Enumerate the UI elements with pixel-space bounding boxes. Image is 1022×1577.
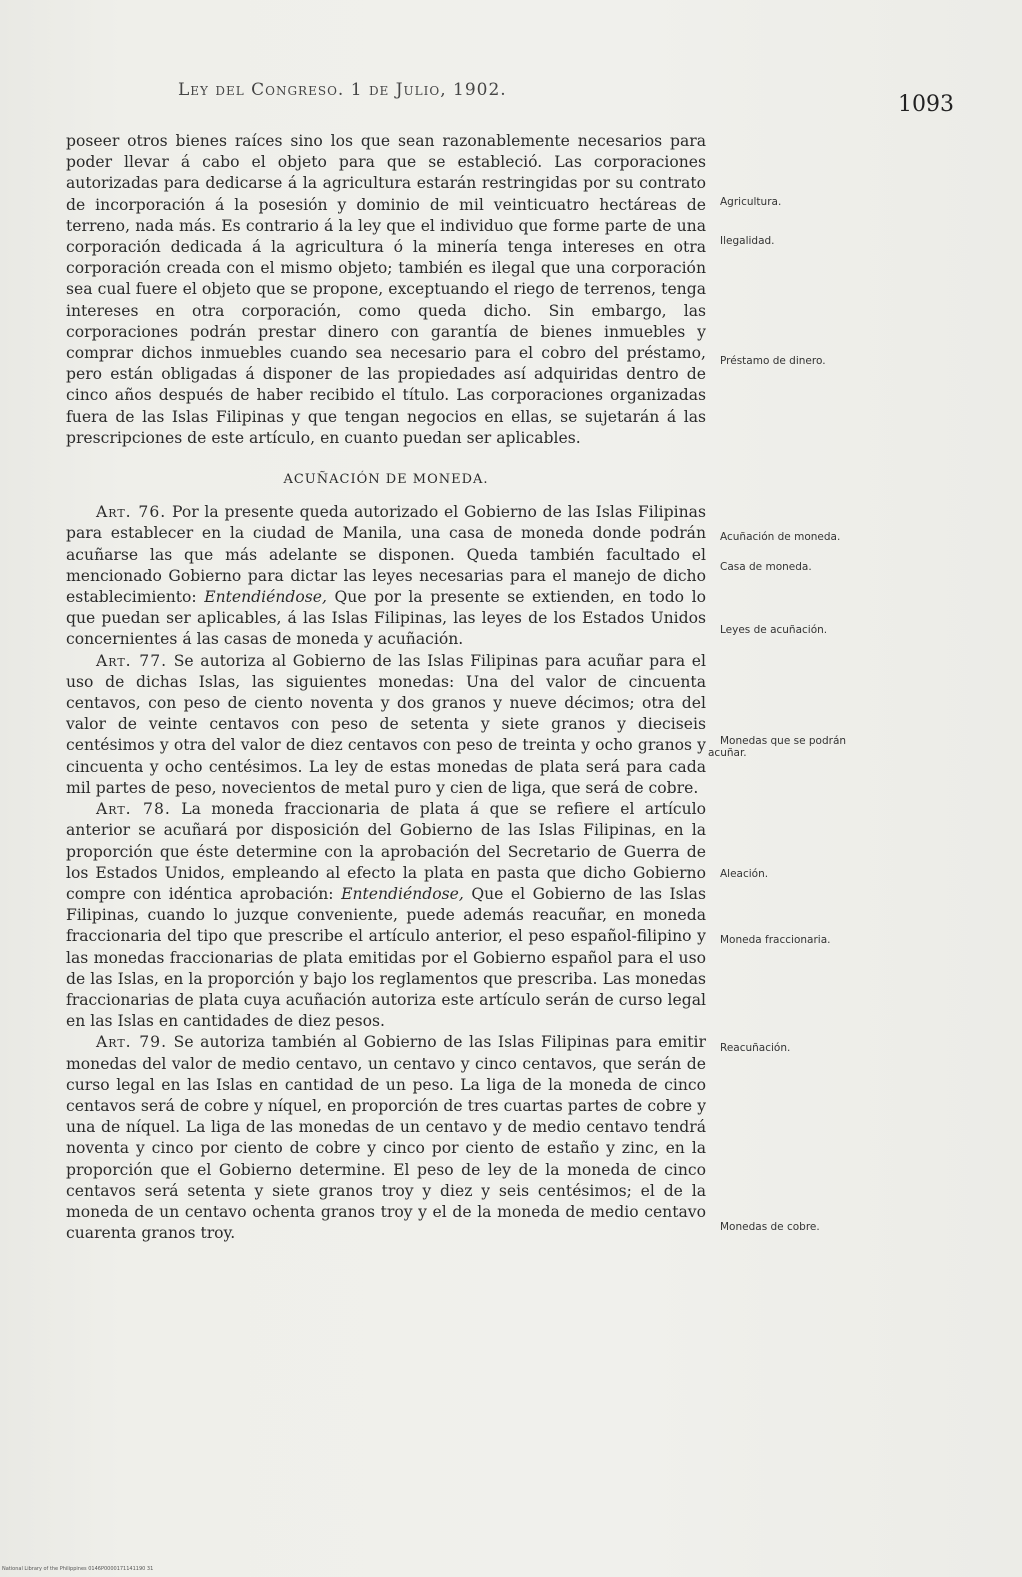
margin-note-ilegalidad: Ilegalidad. [720, 235, 775, 247]
article-78-proviso: Entendiéndose, [341, 884, 464, 903]
article-78-text-a: La moneda fraccionaria de plata á que se refiere el artículo anterior se acuñará por disposición del Gobierno de las Islas Filipinas, en la proporción que éste determine con la aprobación del Secretario de Guerra de los Estados Unidos, empleando al efecto la plata en pasta que dicho Gobierno compre con idéntica aprobación: [66, 800, 707, 903]
margin-note-prestamo: Préstamo de dinero. [720, 355, 826, 367]
margin-note-casa-moneda: Casa de moneda. [720, 561, 812, 573]
article-76 [66, 502, 706, 650]
margin-note-acunacion: Acuñación de moneda. [720, 531, 841, 543]
margin-note-monedas: Monedas que se podrán acuñar. [708, 735, 847, 759]
margin-note-reacunacion: Reacuñación. [720, 1042, 791, 1054]
margin-note-fraccionaria: Moneda fraccionaria. [720, 934, 831, 946]
article-77-label: Art. 77. [96, 651, 168, 670]
article-78-label: Art. 78. [96, 800, 171, 819]
article-77-text: Se autoriza al Gobierno de las Islas Filipinas para acuñar para el uso de dichas Islas, las siguientes monedas: Una del valor de cincuenta centavos, con peso de ciento noventa y dos granos y nueve décimos; otra del valor de veinte centavos con peso de setenta y siete granos y dieciseis centésimos y otra del valor de diez centavos con peso de treinta y ocho granos y cincuenta y ocho centésimos. La ley de estas monedas de plata será para cada mil partes de peso, novecientos de metal puro y cien de liga, que será de cobre. [66, 651, 706, 797]
margin-note-agricultura: Agricultura. [720, 196, 782, 208]
article-77 [66, 651, 706, 799]
page-number: 1093 [898, 92, 954, 117]
article-79-text: Se autoriza también al Gobierno de las Islas Filipinas para emitir monedas del valor de medio centavo, un centavo y cinco centavos, que serán de curso legal en las Islas en cantidad de un peso. La liga de la moneda de cinco centavos será de cobre y níquel, en proporción de tres cuartas partes de cobre y una de níquel. La liga de las monedas de un centavo y de medio centavo tendrá noventa y cinco por ciento de cobre y cinco por ciento de estaño y zinc, en la proporción que el Gobierno determine. El peso de ley de la moneda de cinco centavos será setenta y siete granos troy y diez y seis centésimos; el de la moneda de un centavo ochenta granos troy y el de la moneda de medio centavo cuarenta granos troy. [66, 1033, 706, 1243]
article-79-label: Art. 79. [96, 1033, 168, 1052]
section-heading: ACUÑACIÓN DE MONEDA. [283, 472, 489, 488]
margin-note-cobre: Monedas de cobre. [720, 1221, 820, 1233]
article-76-proviso: Entendiéndose, [204, 588, 327, 607]
article-76-text-a: Por la presente queda autorizado el Gobierno de las Islas Filipinas para establecer en la ciudad de Manila, una casa de moneda donde podrán acuñarse las que más adelante se disponen. Queda también facultado el mencionado Gobierno para dictar las leyes necesarias para el manejo de dicho establecimiento: [66, 503, 706, 607]
paragraph-corporations: poseer otros bienes raíces sino los que sean razonablemente necesarios para poder llevar á cabo el objeto para que se estableció. Las corporaciones autorizadas para dedicarse á la agricultura estarán restringidas por su contrato de incorporación á la posesión y dominio de mil veinticuatro hectáreas de terreno, nada más. Es contrario á la ley que el individuo que forme parte de una corporación dedicada á la agricultura ó la minería tenga intereses en otra corporación creada con el mismo objeto; también es ilegal que una corporación sea cual fuere el objeto que se propone, exceptuando el riego de terrenos, tenga intereses en otra corporación, como queda dicho. Sin embargo, las corporaciones podrán prestar dinero con garantía de bienes inmuebles y comprar dichos inmuebles cuando sea necesario para el cobro del préstamo, pero están obligadas á disponer de las propiedades así adquiridas dentro de cinco años después de haber recibido el título. Las corporaciones organizadas fuera de las Islas Filipinas y que tengan negocios en ellas, se sujetarán á las prescripciones de este artículo, en cuanto puedan ser aplicables. [66, 132, 706, 447]
article-78 [66, 799, 706, 1032]
margin-note-leyes: Leyes de acuñación. [720, 624, 828, 636]
margin-note-aleacion: Aleación. [720, 868, 769, 880]
article-79 [66, 1032, 706, 1244]
article-78-text-b: Que el Gobierno de las Islas Filipinas, cuando lo juzque conveniente, puede además reacuñar, en moneda fraccionaria del tipo que prescribe el artículo anterior, el peso español-filipino y las monedas fraccionarias de plata emitidas por el Gobierno español para el uso de las Islas, en la proporción y bajo los reglamentos que prescriba. Las monedas fraccionarias de plata cuya acuñación autoriza este artículo serán de curso legal en las Islas en cantidades de diez pesos. [66, 884, 706, 1031]
body-text [66, 131, 706, 1244]
article-76-text-b: Que por la presente se extienden, en todo lo que puedan ser aplicables, á las Islas Filipinas, las leyes de los Estados Unidos concernientes á las casas de moneda y acuñación. [66, 588, 706, 649]
article-76-label: Art. 76. [96, 503, 167, 522]
scan-footer: National Library of the Philippines 0146P0000171141190 31 [2, 1566, 154, 1572]
running-head: Ley del Congreso. 1 de Julio, 1902. [178, 80, 507, 100]
